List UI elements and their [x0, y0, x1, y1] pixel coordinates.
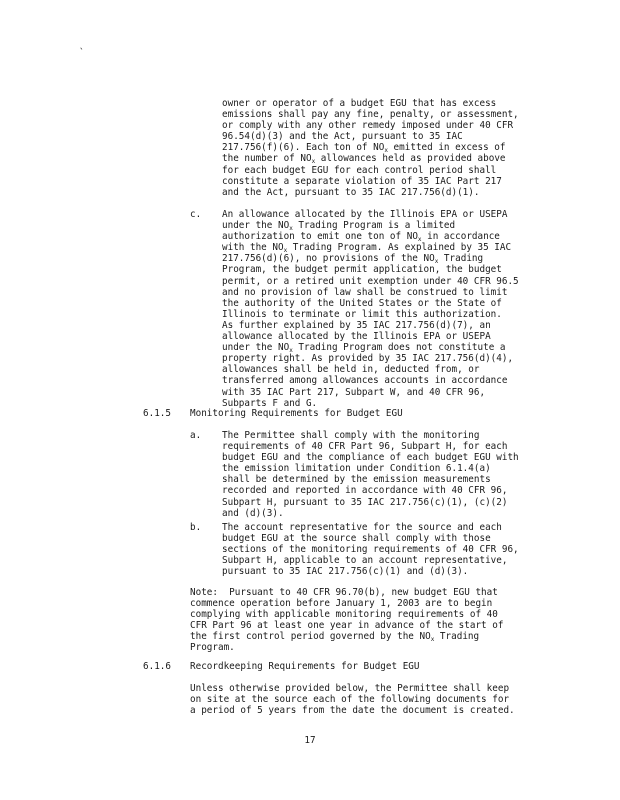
text-line: permit, or a retired unit exemption under 40 CFR 96.5 — [222, 275, 519, 287]
item-b-label: b. — [190, 522, 202, 533]
text-line: and the Act, pursuant to 35 IAC 217.756(d)(1). — [222, 186, 480, 198]
text-line: owner or operator of a budget EGU that has excess — [222, 98, 497, 109]
text-line: Subparts F and G. — [222, 397, 318, 409]
note-paragraph — [190, 587, 503, 654]
text-line: and no provision of law shall be construed to limit — [222, 286, 508, 298]
text-line: 217.756(d)(6), no provisions of the $NO_x$ Trading — [222, 253, 484, 266]
item-a-label: a. — [190, 430, 202, 441]
text-line: The Permittee shall comply with the monitoring — [222, 430, 480, 441]
text-line: commence operation before January 1, 2003 are to begin — [190, 598, 493, 610]
section-6-1-6-number: 6.1.6 — [143, 661, 171, 672]
item-b-text — [222, 522, 519, 577]
text-line: shall be determined by the emission measurements — [222, 474, 491, 486]
text-line: Program. — [190, 642, 235, 654]
text-line: requirements of 40 CFR Part 96, Subpart H, for each — [222, 441, 508, 453]
text-line: the authority of the United States or the State of — [222, 297, 502, 309]
text-line: allowance allocated by the Illinois EPA or USEPA — [222, 331, 491, 343]
text-line: pursuant to 35 IAC 217.756(c)(1) and (d)(3). — [222, 566, 469, 578]
text-line: As further explained by 35 IAC 217.756(d)(7), an — [222, 319, 491, 331]
text-line: Note: Pursuant to 40 CFR 96.70(b), new budget EGU that — [190, 587, 498, 598]
continued-paragraph — [222, 98, 519, 198]
text-line: the number of $NO_x$ allowances held as provided above — [222, 153, 506, 166]
section-6-1-6-text — [190, 683, 515, 716]
text-line: 217.756(f)(6). Each ton of $NO_x$ emitted in excess of — [222, 142, 506, 155]
text-line: a period of 5 years from the date the document is created. — [190, 705, 515, 717]
text-line: budget EGU at the source shall comply with those — [222, 533, 491, 545]
item-a-text — [222, 430, 519, 519]
section-6-1-6-title: Recordkeeping Requirements for Budget EGU — [190, 661, 420, 672]
stray-mark: ` — [79, 48, 85, 58]
page-number: 17 — [304, 735, 316, 746]
text-line: complying with applicable monitoring requirements of 40 — [190, 609, 498, 621]
text-line: emissions shall pay any fine, penalty, or assessment, — [222, 109, 519, 121]
text-line: constitute a separate violation of 35 IAC Part 217 — [222, 175, 502, 187]
text-line: with the $NO_x$ Trading Program. As explained by 35 IAC — [222, 242, 512, 255]
text-line: under the $NO_x$ Trading Program does not constitute a — [222, 342, 506, 355]
text-line: allowances shall be held in, deducted from, or — [222, 364, 480, 376]
text-line: on site at the source each of the following documents for — [190, 694, 510, 706]
text-line: Illinois to terminate or limit this authorization. — [222, 308, 502, 320]
text-line: authorization to emit one ton of $NO_x$ in accordance — [222, 231, 500, 244]
text-line: with 35 IAC Part 217, Subpart W, and 40 CFR 96, — [222, 386, 486, 398]
item-c-label: c. — [190, 209, 202, 220]
section-6-1-5-title: Monitoring Requirements for Budget EGU — [190, 408, 403, 419]
text-line: and (d)(3). — [222, 507, 284, 519]
text-line: the emission limitation under Condition 6.1.4(a) — [222, 463, 491, 475]
text-line: under the $NO_x$ Trading Program is a limited — [222, 220, 456, 233]
text-line: The account representative for the source and each — [222, 522, 502, 533]
text-line: recorded and reported in accordance with 40 CFR 96, — [222, 485, 508, 497]
text-line: CFR Part 96 at least one year in advance of the start of — [190, 620, 504, 632]
text-line: property right. As provided by 35 IAC 217.756(d)(4), — [222, 353, 514, 365]
text-line: for each budget EGU for each control period shall — [222, 164, 497, 176]
text-line: the first control period governed by the $NO_x$ Trading — [190, 631, 480, 644]
text-line: Subpart H, pursuant to 35 IAC 217.756(c)(1), (c)(2) — [222, 496, 508, 508]
text-line: 96.54(d)(3) and the Act, pursuant to 35 IAC — [222, 131, 463, 143]
text-line: An allowance allocated by the Illinois EPA or USEPA — [222, 209, 508, 220]
text-line: or comply with any other remedy imposed under 40 CFR — [222, 120, 514, 132]
text-line: transferred among allowances accounts in accordance — [222, 375, 508, 387]
section-6-1-5-number: 6.1.5 — [143, 408, 171, 419]
item-c-text — [222, 209, 519, 409]
text-line: Subpart H, applicable to an account representative, — [222, 555, 508, 567]
text-line: Unless otherwise provided below, the Permittee shall keep — [190, 683, 510, 694]
text-line: Program, the budget permit application, the budget — [222, 264, 502, 276]
text-line: budget EGU and the compliance of each budget EGU with — [222, 452, 519, 464]
text-line: sections of the monitoring requirements of 40 CFR 96, — [222, 544, 519, 556]
